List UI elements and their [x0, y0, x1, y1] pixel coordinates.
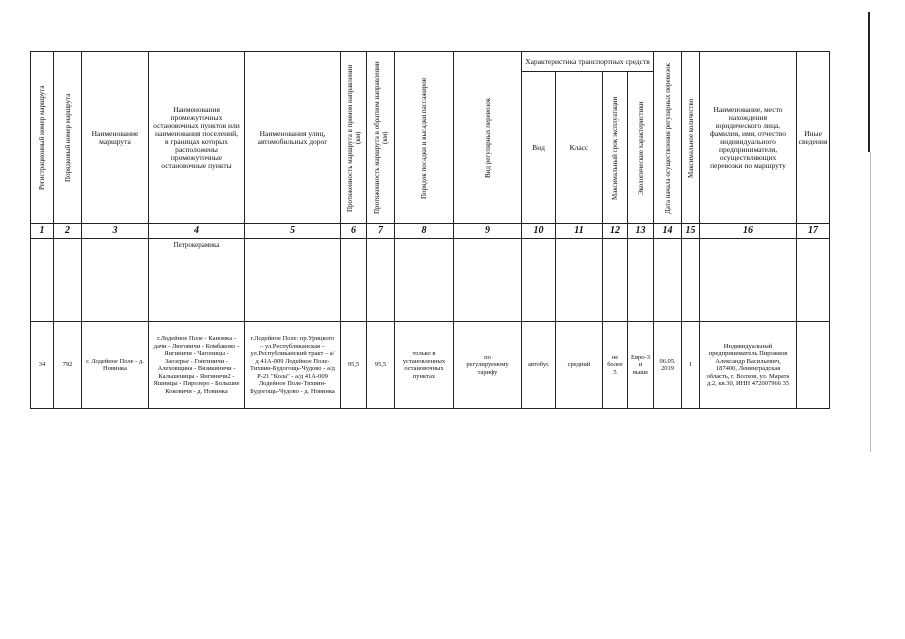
col-number: 11 — [556, 224, 603, 239]
header-reg-number: Регистрационный номер маршрута — [31, 52, 54, 224]
header-max-count: Максимальное количество — [682, 52, 700, 224]
header-eco-characteristics: Экологические характеристики — [628, 72, 654, 224]
cell-route-name: г. Лодейное Поле - д. Новинка — [82, 322, 149, 409]
cell-eco-characteristics: Евро-3 и выше — [628, 322, 654, 409]
col-number: 13 — [628, 224, 654, 239]
cell-serial-number: 792 — [54, 322, 82, 409]
header-vehicle-class: Класс — [556, 72, 603, 224]
cell-length-forward: 95,5 — [341, 322, 367, 409]
col-number: 10 — [522, 224, 556, 239]
header-length-forward: Протяженность маршрута в прямом направлении (км) — [341, 52, 367, 224]
routes-table — [30, 51, 830, 409]
col-number: 17 — [797, 224, 830, 239]
cell-boarding-order: только в установленных остановочных пунктах — [395, 322, 454, 409]
cell-stops: г.Лодейное Поле - Каномка - дачи - Люговичи - Комбаково - Янгиничи - Чагоницы - Заозерье - Гонгиничи - Алеховщина - Вязикиничи - Кальшеницы - Янгиничи2 - Яшницы - Пирозеро - Большие Коковичи - д. Новинка — [149, 322, 245, 409]
cell-vehicle-class: средний — [556, 322, 603, 409]
table-row — [31, 322, 830, 409]
col-number: 6 — [341, 224, 367, 239]
cell-vehicle-type: автобус — [522, 322, 556, 409]
column-numbers-row — [31, 224, 830, 239]
col-number: 8 — [395, 224, 454, 239]
header-row-1 — [31, 52, 830, 72]
col-number: 5 — [245, 224, 341, 239]
table-row-continuation — [31, 239, 830, 322]
header-carrier: Наименование, место нахождения юридического лица, фамилия, имя, отчество индивидуального предпринимателя, осуществляющих перевозки по маршруту — [700, 52, 797, 224]
header-boarding-order: Порядок посадки и высадки пассажиров — [395, 52, 454, 224]
col-number: 14 — [654, 224, 682, 239]
header-streets: Наименования улиц, автомобильных дорог — [245, 52, 341, 224]
header-stops: Наименования промежуточных остановочных пунктов или наименования поселений, в границах которых расположены промежуточные остановочные пункты — [149, 52, 245, 224]
cell-max-service-life: не более 5 — [603, 322, 628, 409]
col-number: 12 — [603, 224, 628, 239]
header-length-back: Протяженность маршрута в обратном направлении (км) — [367, 52, 395, 224]
col-number: 16 — [700, 224, 797, 239]
header-max-service-life: Максимальный срок эксплуатации — [603, 72, 628, 224]
col-number: 2 — [54, 224, 82, 239]
col-number: 7 — [367, 224, 395, 239]
col-number: 3 — [82, 224, 149, 239]
cell-length-back: 95,5 — [367, 322, 395, 409]
cell-streets: г.Лодейное Поле: пр.Урицкого – ул.Республиканская – ул.Республиканский тракт – а/д 41А-009 Лодейное Поле-Тихвин-Будогощь-Чудово - а/д Р-21 "Кола" - а/д 41А-009 Лодейное Поле-Тихвин-Будогощь-Чудово - д. Новинка — [245, 322, 341, 409]
cell-start-date: 06.05. 2019 — [654, 322, 682, 409]
cell-reg-number: 34 — [31, 322, 54, 409]
continued-stop-text: Петрокерамика — [149, 239, 245, 322]
cell-carrier: Индивидуальный предприниматель Пирожков Александр Васильевич, 187400, Ленинградская область, г. Волхов, ул. Марата д.2, кв.30, ИНН 472007966 35 — [700, 322, 797, 409]
col-number: 9 — [454, 224, 522, 239]
col-number: 15 — [682, 224, 700, 239]
header-serial-number: Порядковый номер маршрута — [54, 52, 82, 224]
header-vehicle-type: Вид — [522, 72, 556, 224]
cell-other-info — [797, 322, 830, 409]
scan-artifact-line-faint — [870, 152, 871, 452]
cell-transport-type: по регулируемому тарифу — [454, 322, 522, 409]
cell-max-count: 1 — [682, 322, 700, 409]
header-vehicle-characteristics: Характеристика транспортных средств — [522, 52, 654, 72]
col-number: 4 — [149, 224, 245, 239]
scan-artifact-line — [868, 12, 870, 152]
header-start-date: Дата начала осуществления регулярных перевозок — [654, 52, 682, 224]
header-transport-type: Вид регулярных перевозок — [454, 52, 522, 224]
header-route-name: Наименование маршрута — [82, 52, 149, 224]
col-number: 1 — [31, 224, 54, 239]
header-other-info: Иные сведения — [797, 52, 830, 224]
